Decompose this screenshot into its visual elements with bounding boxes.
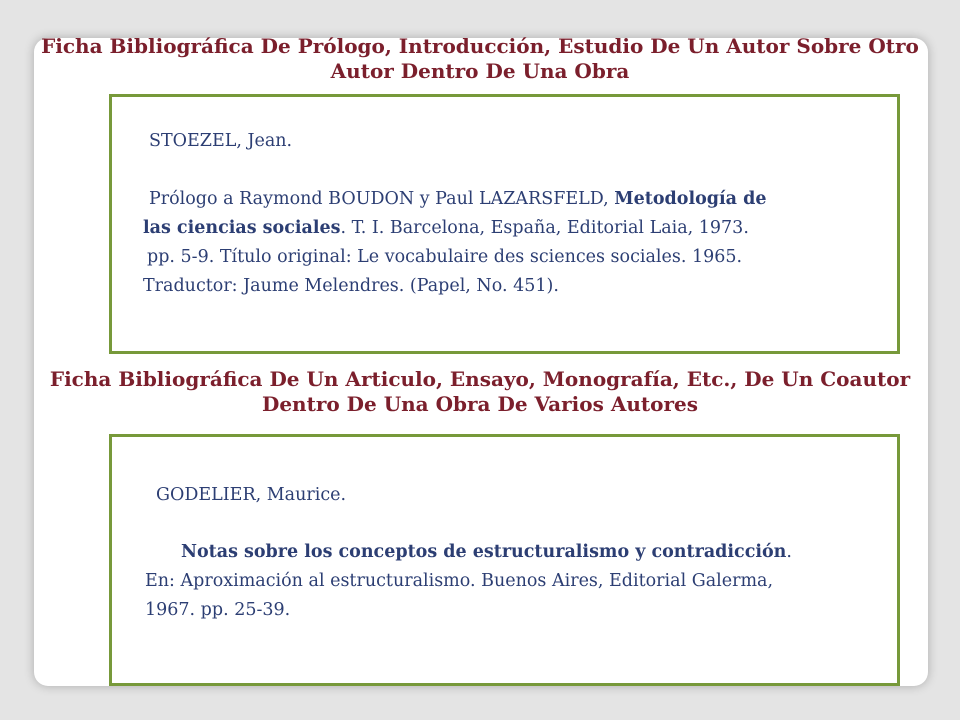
heading-line: Ficha Bibliográfica De Prólogo, Introducción, Estudio De Un Autor Sobre Otro: [41, 34, 919, 58]
heading-line: Dentro De Una Obra De Varios Autores: [261, 392, 698, 416]
heading-prologo: [0, 34, 960, 84]
card-line: En: Aproximación al estructuralismo. Buenos Aires, Editorial Galerma,: [145, 571, 774, 591]
heading-articulo: [0, 367, 960, 417]
heading-line: Autor Dentro De Una Obra: [330, 59, 630, 83]
card-title-text: Notas sobre los conceptos de estructuralismo y contradicción: [181, 542, 787, 562]
bibliographic-card-articulo: [109, 434, 900, 686]
card-author: GODELIER, Maurice.: [156, 485, 347, 505]
card-text: Prólogo a Raymond BOUDON y Paul LAZARSFELD,: [149, 189, 615, 209]
card-line: Traductor: Jaume Melendres. (Papel, No. 451).: [143, 276, 559, 296]
card-text: . T. I. Barcelona, España, Editorial Laia, 1973.: [340, 218, 749, 238]
bibliographic-card-prologo: [109, 94, 900, 354]
card-author: STOEZEL, Jean.: [149, 131, 293, 151]
card-line: [149, 185, 766, 214]
card-text: .: [786, 542, 792, 562]
card-line: [181, 538, 792, 567]
card-title-text: las ciencias sociales: [143, 218, 341, 238]
card-title-text: Metodología de: [614, 189, 767, 209]
card-line: 1967. pp. 25-39.: [145, 600, 291, 620]
heading-line: Ficha Bibliográfica De Un Articulo, Ensayo, Monografía, Etc., De Un Coautor: [49, 367, 911, 391]
card-line: pp. 5-9. Título original: Le vocabulaire des sciences sociales. 1965.: [147, 247, 743, 267]
card-line: [143, 214, 749, 243]
